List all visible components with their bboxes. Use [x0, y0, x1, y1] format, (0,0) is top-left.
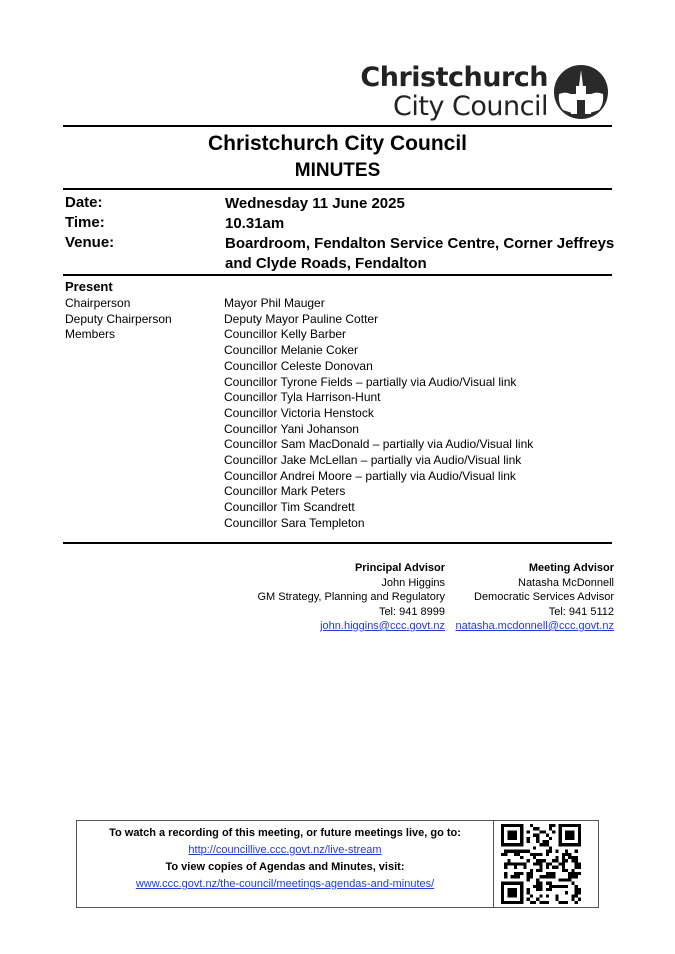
meeting-advisor-tel: Tel: 941 5112 — [548, 605, 614, 618]
present-rule — [63, 542, 612, 544]
list-item: Councillor Tim Scandrett — [224, 500, 355, 515]
council-logo — [360, 64, 548, 120]
cathedral-emblem-icon — [553, 64, 609, 120]
list-item: Councillor Celeste Donovan — [224, 358, 373, 373]
principal-advisor-email-link[interactable]: john.higgins@ccc.govt.nz — [320, 620, 445, 632]
page-title-org: Christchurch City Council — [207, 132, 468, 155]
list-item: Councillor Tyla Harrison-Hunt — [224, 390, 381, 405]
list-item: Councillor Tyrone Fields – partially via Audio/Visual link — [224, 374, 517, 389]
list-item: Councillor Sara Templeton — [224, 515, 365, 530]
list-item: Mayor Phil Mauger — [224, 296, 325, 310]
agendas-link[interactable]: www.ccc.govt.nz/the-council/meetings-agendas-and-minutes/ — [135, 878, 435, 890]
logo-line-1: Christchurch — [360, 62, 548, 93]
list-item: Councillor Andrei Moore – partially via Audio/Visual link — [224, 468, 516, 483]
principal-advisor-name: John Higgins — [381, 576, 445, 589]
meeting-advisor-name: Natasha McDonnell — [518, 576, 614, 589]
list-item: Councillor Jake McLellan – partially via Audio/Visual link — [224, 453, 522, 468]
top-rule — [63, 125, 612, 127]
meeting-advisor-email-link[interactable]: natasha.mcdonnell@ccc.govt.nz — [455, 620, 614, 632]
list-item: Councillor Mark Peters — [224, 484, 346, 499]
time-label: Time: — [65, 214, 105, 231]
page-title-doc: MINUTES — [294, 160, 381, 181]
list-item: Councillor Kelly Barber — [224, 327, 347, 342]
list-item: Councillor Victoria Henstock — [224, 405, 374, 420]
members-list — [224, 296, 533, 532]
present-heading: Present — [65, 279, 113, 294]
title-rule — [63, 188, 612, 190]
footer-box — [76, 820, 599, 908]
date-value: Wednesday 11 June 2025 — [225, 195, 405, 212]
footer-divider — [493, 821, 494, 907]
role-deputy-chairperson: Deputy Chairperson — [65, 311, 172, 326]
principal-advisor-role: GM Strategy, Planning and Regulatory — [257, 591, 445, 603]
watch-text: To watch a recording of this meeting, or future meetings live, go to: — [109, 827, 461, 839]
principal-advisor-tel: Tel: 941 8999 — [378, 605, 445, 618]
role-members: Members — [65, 327, 116, 342]
time-value: 10.31am — [225, 215, 285, 232]
principal-advisor-heading: Principal Advisor — [354, 562, 445, 574]
list-item: Councillor Yani Johanson — [224, 421, 359, 436]
meeting-advisor-role: Democratic Services Advisor — [474, 591, 614, 603]
principal-advisor-block — [257, 561, 445, 634]
list-item: Councillor Sam MacDonald – partially via Audio/Visual link — [224, 437, 534, 452]
agendas-text: To view copies of Agendas and Minutes, visit: — [165, 861, 405, 873]
meeting-advisor-block — [455, 561, 614, 634]
roles-list — [65, 296, 172, 343]
info-rule — [63, 274, 612, 276]
list-item: Deputy Mayor Pauline Cotter — [224, 311, 379, 326]
livestream-link[interactable]: http://councillive.ccc.govt.nz/live-stream — [188, 844, 382, 856]
date-label: Date: — [65, 194, 103, 211]
role-chairperson: Chairperson — [65, 296, 131, 310]
logo-line-2: City Council — [393, 91, 548, 122]
meeting-advisor-heading: Meeting Advisor — [528, 562, 614, 574]
qr-code-icon[interactable] — [501, 824, 581, 904]
list-item: Councillor Melanie Coker — [224, 343, 359, 358]
footer-text — [77, 825, 493, 893]
venue-value: Boardroom, Fendalton Service Centre, Corner Jeffreys and Clyde Roads, Fendalton — [225, 235, 615, 272]
venue-label: Venue: — [65, 234, 115, 251]
